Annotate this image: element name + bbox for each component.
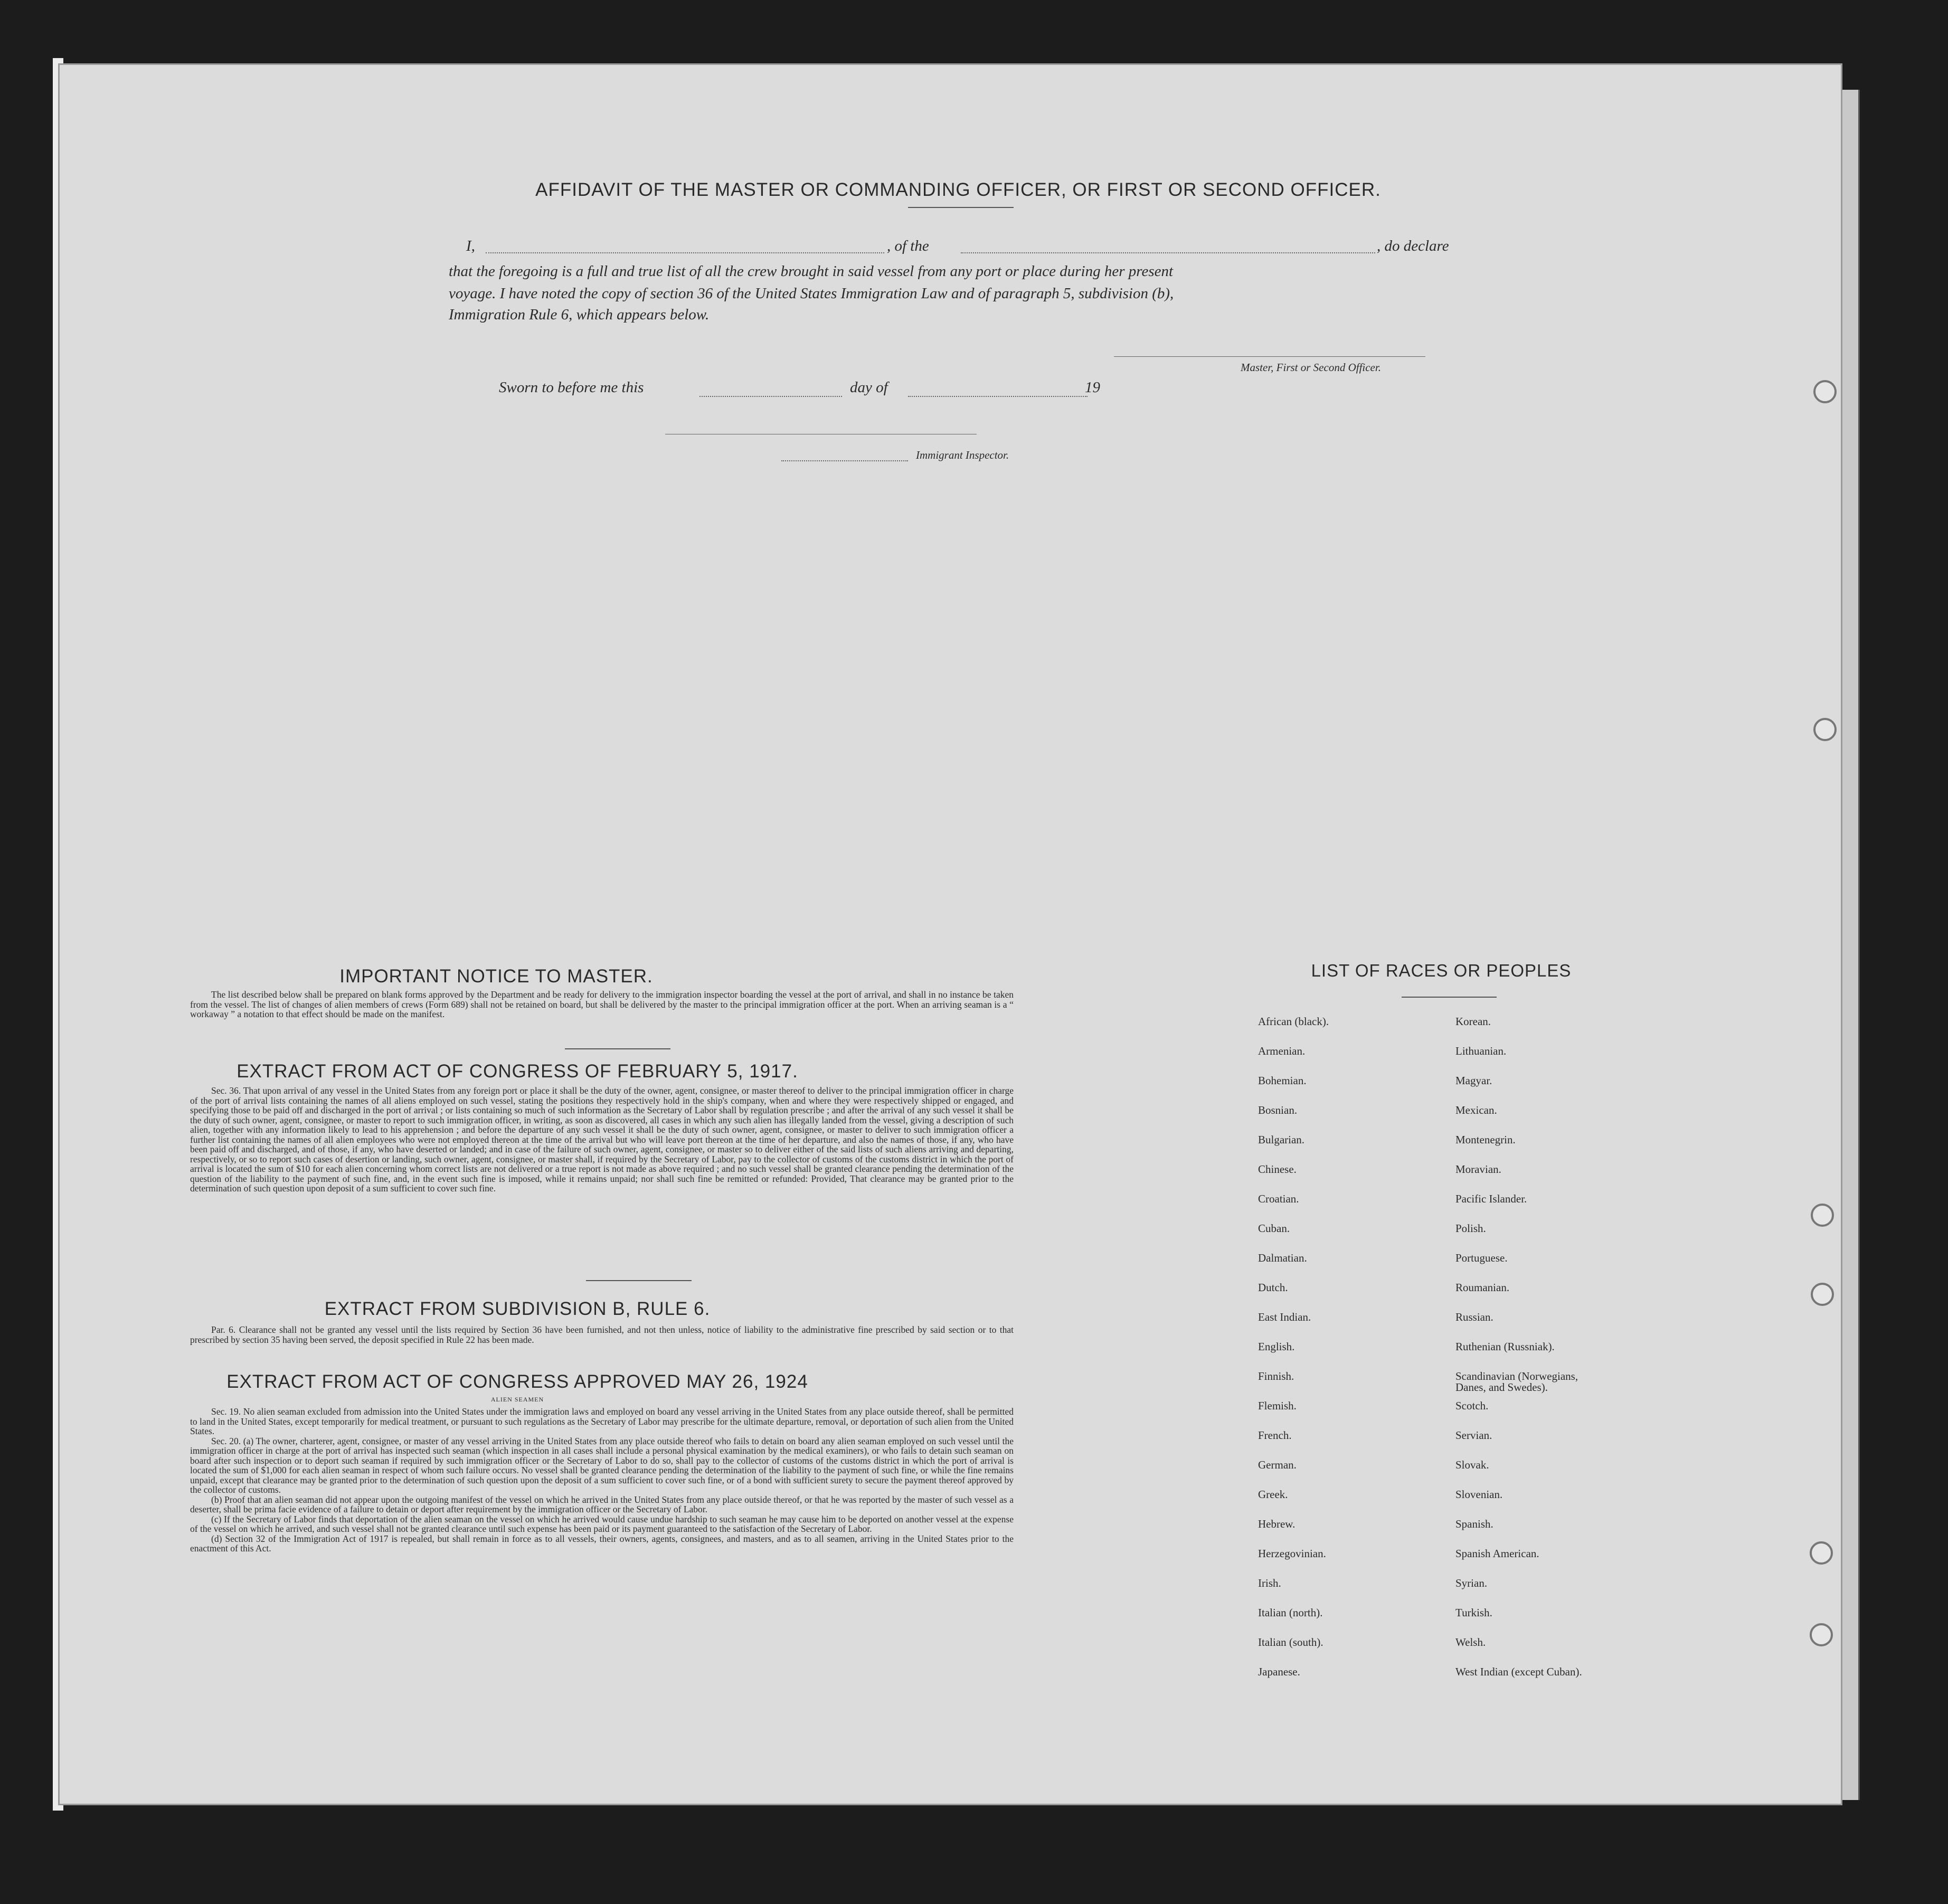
sec-19-paragraph: Sec. 19. No alien seaman excluded from admission into the United States under the immigration laws and employed on board any vessel arriving in the United States from any place outside thereof, shall be permitted to land in the United States, except temporarily for medical treatment, or pursuant to such regulations as the Secretary of Labor may prescribe for the ultimate departure, removal, or deportation of such alien from the United States. (190, 1406, 1014, 1436)
of-the-label: , of the (887, 238, 929, 254)
notice-paragraph: The list described below shall be prepared on blank forms approved by the Department and be ready for delivery to the immigration inspector boarding the vessel at the port of arrival, and shall in no instance be taken from the vessel. The list of changes of alien members of crews (Form 689) shall not be retained on board, but shall be delivered by the master to the principal immigration officer at the port. When an arriving seaman is a “ workaway ” a notation to that effect should be made on the manifest. (190, 989, 1014, 1019)
day-of-label: day of (850, 379, 888, 396)
extract-1924-title: EXTRACT FROM ACT OF CONGRESS APPROVED MAY 26, 1924 (226, 1371, 808, 1392)
document-page (58, 63, 1842, 1805)
race-item: Armenian. (1258, 1045, 1306, 1057)
race-item: Dalmatian. (1258, 1252, 1307, 1264)
notice-text (190, 990, 1014, 1019)
race-item: Herzegovinian. (1258, 1547, 1326, 1560)
year-label: 19 (1085, 379, 1100, 396)
do-declare-label: , do declare (1377, 238, 1449, 254)
race-item: Mexican. (1455, 1104, 1497, 1116)
extract-1917-paragraph: Sec. 36. That upon arrival of any vessel in the United States from any foreign port or place it shall be the duty of the owner, agent, consignee, or master thereof to deliver to the principal immigration officer in charge of the port of arrival lists containing the names of all aliens employed on such vessel, stating the positions they respectively hold in the ship's company, when and where they were respectively shipped or engaged, and specifying those to be paid off and discharged in the port of arrival ; or lists containing so much of such information as the Secretary of Labor shall by regulation prescribe ; and after the arrival of any such vessel it shall be the duty of such owner, agent, consignee, or master to report to such immigration officer, in writing, as soon as discovered, all cases in which any such alien has illegally landed from the vessel, giving a description of such alien, together with any information likely to lead to his apprehension ; and before the departure of any such vessel it shall be the duty of such owner, agent, consignee, or master to deliver to such immigration officer a further list containing the names of all alien employees who were not employed thereon at the time of the arrival but who will leave port thereon at the time of her departure, and also the names of those, if any, who have been paid off and discharged, and of those, if any, who have deserted or landed; and in case of the failure of such owner, agent, consignee, or master so to deliver either of the said lists of such aliens arriving and departing, respectively, or so to report such cases of desertion or landing, such owner, agent, consignee, or master shall, if required by the Secretary of Labor, pay to the collector of customs of the customs district in which the port of arrival is located the sum of $10 for each alien concerning whom correct lists are not delivered or a true report is not made as above required ; and no such vessel shall be granted clearance pending the determination of the question of the liability to the payment of such fine, and, in the event such fine is imposed, while it remains unpaid; nor shall such fine be remitted or refunded: Provided, That clearance may be granted prior to the determination of such question upon deposit of a sum sufficient to cover such fine. (190, 1085, 1014, 1193)
race-item: Lithuanian. (1455, 1045, 1507, 1057)
sworn-month-blank[interactable] (908, 396, 1088, 397)
race-item: Scandinavian (Norwegians, Danes, and Swedes). (1455, 1370, 1578, 1394)
subdivision-text (190, 1325, 1014, 1344)
race-item: Finnish. (1258, 1370, 1294, 1382)
race-item: Scotch. (1455, 1399, 1489, 1412)
binder-hole (1811, 1283, 1834, 1306)
race-item: Spanish American. (1455, 1547, 1539, 1560)
race-item: Dutch. (1258, 1281, 1288, 1294)
binder-hole (1810, 1541, 1833, 1565)
binder-hole (1813, 718, 1837, 741)
binder-hole (1813, 380, 1837, 403)
race-item: Greek. (1258, 1488, 1288, 1501)
inspector-dots (781, 460, 908, 461)
race-item: German. (1258, 1458, 1297, 1471)
races-divider (1402, 997, 1497, 998)
race-item: Montenegrin. (1455, 1133, 1516, 1146)
race-item: Korean. (1455, 1015, 1491, 1028)
race-item: Roumanian. (1455, 1281, 1510, 1294)
race-item: English. (1258, 1340, 1295, 1353)
race-item: Chinese. (1258, 1163, 1297, 1176)
binder-hole (1810, 1623, 1833, 1646)
notice-divider (565, 1048, 670, 1049)
extract-1917-title: EXTRACT FROM ACT OF CONGRESS OF FEBRUARY 5, 1917. (237, 1061, 798, 1082)
extract-1917-text (190, 1086, 1014, 1193)
subdivision-title: EXTRACT FROM SUBDIVISION B, RULE 6. (324, 1299, 711, 1319)
affidavit-title: AFFIDAVIT OF THE MASTER OR COMMANDING OFFICER, OR FIRST OR SECOND OFFICER. (535, 179, 1381, 200)
sworn-label: Sworn to before me this (499, 379, 644, 396)
race-item: Servian. (1455, 1429, 1492, 1442)
extract-divider (586, 1280, 692, 1281)
race-item: African (black). (1258, 1015, 1329, 1028)
race-item: Bosnian. (1258, 1104, 1298, 1116)
affidavit-i-label: I, (466, 238, 475, 254)
binder-hole (1811, 1204, 1834, 1227)
sworn-day-blank[interactable] (699, 396, 842, 397)
race-item: Pacific Islander. (1455, 1192, 1527, 1205)
sec-20a-paragraph: Sec. 20. (a) The owner, charterer, agent, consignee, or master of any vessel arriving in the United States from any place outside thereof who fails to detain on board any alien seaman employed on such vessel until the immigration officer in charge at the port of arrival has inspected such seaman (which inspection in all cases shall include a personal physical examination by the medical examiners), or who fails to detain such seaman on board after such inspection or to deport such seaman if required by such immigration officer or the Secretary of Labor to do so, shall pay to the collector of customs of the customs district in which the port of arrival is located the sum of $1,000 for each alien seaman in respect of whom such failure occurs. No vessel shall be granted clearance pending the determination of the liability to the payment of such fine, or while the fine remains unpaid, except that clearance may be granted prior to the determination of such question upon the deposit of a sum sufficient to cover such fine, or of a bond with sufficient surety to secure the payment thereof approved by the collector of customs. (190, 1435, 1014, 1495)
race-item: Spanish. (1455, 1518, 1493, 1530)
races-right-column (1455, 1016, 1582, 1696)
notice-title: IMPORTANT NOTICE TO MASTER. (339, 966, 653, 987)
race-item: Magyar. (1455, 1074, 1492, 1087)
races-left-column (1258, 1016, 1329, 1696)
race-item: Flemish. (1258, 1399, 1297, 1412)
race-item: East Indian. (1258, 1311, 1311, 1323)
race-item: Italian (south). (1258, 1636, 1323, 1649)
race-item: Italian (north). (1258, 1606, 1323, 1619)
race-item: Slovak. (1455, 1458, 1489, 1471)
extract-1924-subtitle: ALIEN SEAMEN (490, 1396, 544, 1403)
race-item: Polish. (1455, 1222, 1486, 1235)
vessel-blank[interactable] (961, 252, 1375, 253)
race-item: Bulgarian. (1258, 1133, 1305, 1146)
sec-20c-paragraph: (c) If the Secretary of Labor finds that deportation of the alien seaman on the vessel on which he arrived would cause undue hardship to such seaman he may cause him to be deported on another vessel at the expense of the vessel on which he arrived, and such vessel shall not be granted clearance until such expense has been paid or its payment guaranteed to the satisfaction of the Secretary of Labor. (190, 1513, 1014, 1534)
race-item: Turkish. (1455, 1606, 1492, 1619)
inspector-label: Immigrant Inspector. (916, 449, 1009, 461)
race-item: Moravian. (1455, 1163, 1501, 1176)
sec-20b-paragraph: (b) Proof that an alien seaman did not appear upon the outgoing manifest of the vessel on which he arrived in the United States from any place outside thereof, or that he was reported by the master of such vessel as a deserter, shall be prima facie evidence of a failure to detain or deport after requirement by the immigration officer or the Secretary of Labor. (190, 1494, 1014, 1514)
race-item: Japanese. (1258, 1665, 1300, 1678)
master-signature-line[interactable] (1114, 356, 1425, 357)
race-item: Slovenian. (1455, 1488, 1503, 1501)
race-item: French. (1258, 1429, 1292, 1442)
race-item: Russian. (1455, 1311, 1493, 1323)
subdivision-paragraph: Par. 6. Clearance shall not be granted any vessel until the lists required by Section 36 have been furnished, and not then unless, notice of liability to the administrative fine prescribed by said section or to that prescribed by section 35 having been served, the deposit specified in Rule 22 has been made. (190, 1324, 1014, 1345)
affidavit-text-line: that the foregoing is a full and true list of all the crew brought in said vessel from any port or place during her present (449, 263, 1174, 280)
race-item: Hebrew. (1258, 1518, 1295, 1530)
race-item: Croatian. (1258, 1192, 1299, 1205)
title-divider (908, 207, 1014, 208)
master-signature-label: Master, First or Second Officer. (1241, 361, 1381, 374)
race-item: Portuguese. (1455, 1252, 1508, 1264)
name-blank[interactable] (486, 252, 884, 253)
race-item: Ruthenian (Russniak). (1455, 1340, 1555, 1353)
affidavit-text-line: Immigration Rule 6, which appears below. (449, 306, 710, 323)
sec-20d-paragraph: (d) Section 32 of the Immigration Act of 1917 is repealed, but shall remain in force as to all vessels, their owners, agents, consignees, and masters, and as to all seamen, arriving in the United States prior to the enactment of this Act. (190, 1533, 1014, 1553)
race-item: Cuban. (1258, 1222, 1290, 1235)
races-title: LIST OF RACES OR PEOPLES (1311, 961, 1572, 980)
affidavit-text-line: voyage. I have noted the copy of section 36 of the United States Immigration Law and of paragraph 5, subdivision (b), (449, 285, 1174, 302)
race-item: West Indian (except Cuban). (1455, 1665, 1582, 1678)
race-item: Irish. (1258, 1577, 1281, 1589)
extract-1924-text (190, 1407, 1014, 1553)
race-item: Syrian. (1455, 1577, 1488, 1589)
race-item: Welsh. (1455, 1636, 1486, 1649)
race-item: Bohemian. (1258, 1074, 1307, 1087)
